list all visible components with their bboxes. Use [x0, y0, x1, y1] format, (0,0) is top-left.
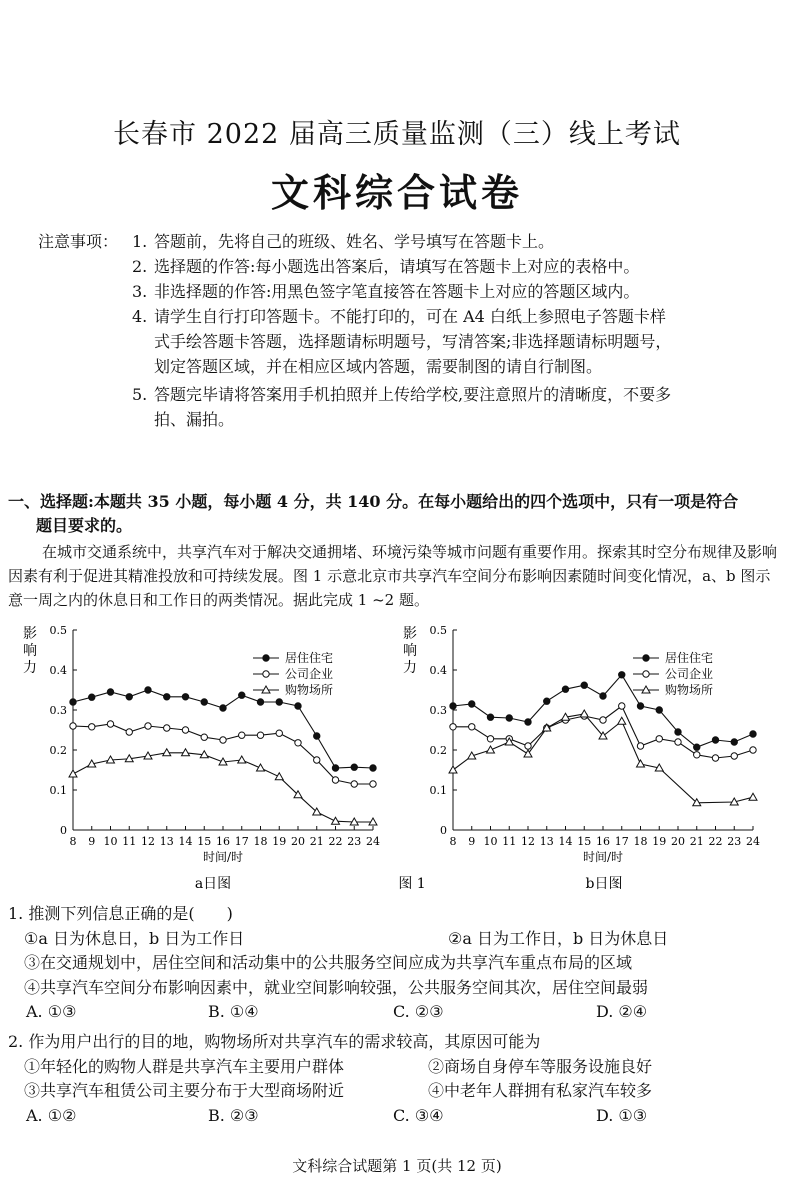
option-b[interactable]: B. ②③ — [208, 1105, 259, 1125]
data-point — [257, 764, 265, 771]
x-tick-label: 23 — [347, 835, 362, 848]
x-tick-label: 24 — [366, 835, 380, 848]
x-tick-label: 13 — [539, 835, 554, 848]
x-tick-label: 8 — [449, 835, 457, 848]
note-text: 拍、漏拍。 — [154, 410, 235, 429]
data-point — [675, 729, 681, 735]
data-point — [238, 756, 246, 763]
y-axis-label: 力 — [403, 660, 417, 676]
data-point — [370, 781, 376, 787]
data-point — [580, 710, 588, 717]
x-tick-label: 20 — [291, 835, 305, 848]
data-point — [89, 694, 95, 700]
data-point — [201, 734, 207, 740]
data-point — [750, 731, 756, 737]
data-point — [164, 694, 170, 700]
note-number: 3. — [132, 282, 148, 301]
data-point — [731, 753, 737, 759]
data-point — [107, 689, 113, 695]
data-point — [70, 723, 76, 729]
note-number: 1. — [132, 232, 148, 251]
data-point — [145, 687, 151, 693]
data-point — [182, 694, 188, 700]
note-item — [132, 255, 792, 279]
data-point — [694, 752, 700, 758]
data-point — [731, 739, 737, 745]
y-tick-label: 0.5 — [49, 624, 67, 637]
y-axis-label: 力 — [23, 660, 37, 676]
x-tick-label: 19 — [272, 835, 287, 848]
chart-subtitle: b日图 — [585, 876, 623, 892]
data-point — [656, 707, 662, 713]
statement: ③共享汽车租赁公司主要分布于大型商场附近 — [24, 1081, 345, 1100]
data-point — [637, 743, 643, 749]
data-point — [600, 693, 606, 699]
x-tick-label: 21 — [309, 835, 324, 848]
x-tick-label: 9 — [88, 835, 96, 848]
data-point — [694, 744, 700, 750]
y-tick-label: 0.4 — [49, 664, 67, 677]
x-tick-label: 11 — [502, 835, 517, 848]
data-point — [525, 743, 531, 749]
data-point — [749, 793, 757, 800]
data-point — [600, 717, 606, 723]
data-point — [239, 732, 245, 738]
data-point — [276, 699, 282, 705]
option-c[interactable]: C. ③④ — [393, 1105, 444, 1125]
data-point — [182, 727, 188, 733]
legend-label: 居住住宅 — [665, 651, 714, 665]
note-text: 划定答题区域，并在相应区域内答题，需要制图的请自行制图。 — [154, 357, 603, 376]
x-axis-label: 时间/时 — [202, 850, 244, 864]
data-point — [637, 760, 645, 767]
note-text: 非选择题的作答:用黑色签字笔直接答在答题卡上对应的答题区域内。 — [154, 282, 640, 301]
y-tick-label: 0.2 — [429, 744, 447, 757]
data-point — [506, 715, 512, 721]
x-axis-label: 时间/时 — [582, 850, 624, 864]
data-point — [295, 740, 301, 746]
data-point — [619, 672, 625, 678]
x-tick-label: 18 — [633, 835, 648, 848]
y-tick-label: 0 — [440, 824, 447, 837]
data-point — [750, 747, 756, 753]
statement: ④中老年人群拥有私家汽车较多 — [428, 1081, 653, 1100]
note-number: 4. — [132, 307, 148, 326]
y-tick-label: 0.2 — [49, 744, 67, 757]
data-point — [89, 724, 95, 730]
x-tick-label: 15 — [197, 835, 212, 848]
option-d[interactable]: D. ①③ — [596, 1105, 648, 1125]
data-point — [70, 699, 76, 705]
data-point — [332, 777, 338, 783]
statement: ④共享汽车空间分布影响因素中，就业空间影响较强，公共服务空间其次，居住空间最弱 — [24, 977, 649, 997]
data-point — [314, 733, 320, 739]
figure-caption: 图 1 — [398, 876, 426, 892]
y-tick-label: 0.1 — [49, 784, 67, 797]
x-tick-label: 17 — [234, 835, 249, 848]
data-point — [145, 723, 151, 729]
note-text: 式手绘答题卡答题，选择题请标明题号，写清答案;非选择题请标明题号， — [154, 332, 672, 351]
statement: ①a 日为休息日，b 日为工作日 — [24, 928, 245, 948]
data-point — [712, 737, 718, 743]
data-point — [263, 655, 269, 661]
data-point — [220, 705, 226, 711]
legend-label: 购物场所 — [665, 683, 714, 697]
note-number: 5. — [132, 385, 148, 404]
statement: ②a 日为工作日，b 日为休息日 — [448, 928, 669, 948]
data-point — [314, 757, 320, 763]
x-tick-label: 14 — [178, 835, 193, 848]
x-tick-label: 12 — [141, 835, 155, 848]
data-point — [619, 703, 625, 709]
x-tick-label: 16 — [596, 835, 610, 848]
data-point — [332, 817, 340, 824]
data-point — [469, 701, 475, 707]
section-heading-line: 一、选择题:本题共 35 小题，每小题 4 分，共 140 分。在每小题给出的四个选项中，只有一项是符合 — [8, 492, 739, 511]
option-a[interactable]: A. ①② — [26, 1105, 77, 1125]
note-text: 答题前，先将自己的班级、姓名、学号填写在答题卡上。 — [154, 232, 555, 251]
data-point — [712, 755, 718, 761]
data-point — [69, 770, 77, 777]
note-text: 请学生自行打印答题卡。不能打印的，可在 A4 白纸上参照电子答题卡样 — [154, 307, 666, 326]
data-point — [469, 724, 475, 730]
x-tick-label: 15 — [577, 835, 592, 848]
legend-label: 公司企业 — [665, 667, 714, 681]
x-tick-label: 13 — [159, 835, 174, 848]
note-text: 选择题的作答:每小题选出答案后，请填写在答题卡上对应的表格中。 — [154, 257, 640, 276]
notes-label: 注意事项： — [38, 232, 119, 251]
question-stem: 2. 作为用户出行的目的地，购物场所对共享汽车的需求较高，其原因可能为 — [8, 1032, 541, 1051]
option-c[interactable]: C. ②③ — [393, 1002, 444, 1021]
data-point — [637, 703, 643, 709]
data-point — [220, 737, 226, 743]
data-point — [449, 766, 457, 773]
data-point — [581, 682, 587, 688]
y-axis-label: 响 — [403, 643, 417, 659]
data-point — [239, 692, 245, 698]
page-footer: 文科综合试题第 1 页(共 12 页) — [292, 1157, 502, 1175]
data-point — [370, 765, 376, 771]
legend-label: 居住住宅 — [285, 651, 334, 665]
x-tick-label: 17 — [614, 835, 629, 848]
note-item — [132, 305, 792, 329]
x-tick-label: 20 — [671, 835, 685, 848]
x-tick-label: 22 — [708, 835, 723, 848]
question-1 — [8, 902, 784, 1025]
x-tick-label: 21 — [689, 835, 704, 848]
y-tick-label: 0.1 — [429, 784, 447, 797]
section-heading-line: 题目要求的。 — [36, 516, 133, 535]
y-axis-label: 影 — [403, 626, 417, 642]
data-point — [257, 699, 263, 705]
statement: ①年轻化的购物人群是共享汽车主要用户群体 — [24, 1056, 345, 1076]
statement: ②商场自身停车等服务设施良好 — [428, 1056, 653, 1076]
data-point — [450, 724, 456, 730]
data-point — [275, 773, 283, 780]
data-point — [643, 655, 649, 661]
note-item — [132, 383, 792, 407]
data-point — [201, 699, 207, 705]
exam-title: 长春市 2022 届高三质量监测（三）线上考试 — [113, 119, 681, 150]
series-line — [73, 724, 373, 784]
x-tick-label: 8 — [69, 835, 77, 848]
x-tick-label: 14 — [558, 835, 573, 848]
data-point — [351, 764, 357, 770]
data-point — [257, 732, 263, 738]
data-point — [525, 719, 531, 725]
x-tick-label: 22 — [328, 835, 343, 848]
y-axis-label: 响 — [23, 643, 37, 659]
option-b[interactable]: B. ①④ — [208, 1002, 259, 1021]
y-tick-label: 0.5 — [429, 624, 447, 637]
y-axis-label: 影 — [23, 626, 37, 642]
y-tick-label: 0.4 — [429, 664, 447, 677]
data-point — [126, 729, 132, 735]
note-text: 答题完毕请将答案用手机拍照并上传给学校,要注意照片的清晰度，不要多 — [154, 385, 672, 404]
note-item — [132, 280, 792, 304]
data-point — [351, 781, 357, 787]
data-point — [164, 725, 170, 731]
data-point — [126, 694, 132, 700]
y-tick-label: 0 — [60, 824, 67, 837]
data-point — [544, 698, 550, 704]
option-a[interactable]: A. ①③ — [26, 1002, 77, 1021]
x-tick-label: 19 — [652, 835, 667, 848]
series-line — [453, 714, 753, 803]
note-item — [132, 230, 792, 254]
data-point — [487, 736, 493, 742]
legend-label: 公司企业 — [285, 667, 334, 681]
data-point — [643, 671, 649, 677]
data-point — [562, 686, 568, 692]
notes-block — [38, 230, 778, 440]
data-point — [332, 765, 338, 771]
x-tick-label: 18 — [253, 835, 268, 848]
x-tick-label: 12 — [521, 835, 535, 848]
y-tick-label: 0.3 — [429, 704, 447, 717]
data-point — [618, 717, 626, 724]
figure-1 — [0, 615, 794, 900]
data-point — [450, 703, 456, 709]
data-point — [295, 703, 301, 709]
y-tick-label: 0.3 — [49, 704, 67, 717]
note-number: 2. — [132, 257, 148, 276]
x-tick-label: 9 — [468, 835, 476, 848]
data-point — [656, 736, 662, 742]
x-tick-label: 11 — [122, 835, 137, 848]
series-line — [73, 690, 373, 768]
chart-subtitle: a日图 — [194, 876, 232, 892]
x-tick-label: 16 — [216, 835, 230, 848]
paper-title: 文科综合试卷 — [270, 170, 523, 215]
x-tick-label: 10 — [103, 835, 118, 848]
x-tick-label: 10 — [483, 835, 498, 848]
passage: 在城市交通系统中，共享汽车对于解决交通拥堵、环境污染等城市问题有重要作用。探索其时空分布规律及影响因素有利于促进其精准投放和可持续发展。图 1 示意北京市共享汽车空间分布影响因素随时间变化情况，a、b 图示意一周之内的休息日和工作日的两类情况。据此完成 1 ~2 题。 — [8, 543, 778, 609]
data-point — [263, 671, 269, 677]
data-point — [487, 714, 493, 720]
x-tick-label: 24 — [746, 835, 760, 848]
data-point — [276, 730, 282, 736]
question-stem: 1. 推测下列信息正确的是( ) — [8, 904, 233, 923]
section-heading — [8, 490, 784, 538]
data-point — [487, 746, 495, 753]
data-point — [107, 721, 113, 727]
option-d[interactable]: D. ②④ — [596, 1002, 648, 1021]
question-2 — [8, 1030, 784, 1128]
x-tick-label: 23 — [727, 835, 742, 848]
statement: ③在交通规划中，居住空间和活动集中的公共服务空间应成为共享汽车重点布局的区域 — [24, 953, 633, 972]
data-point — [675, 739, 681, 745]
legend-label: 购物场所 — [285, 683, 334, 697]
